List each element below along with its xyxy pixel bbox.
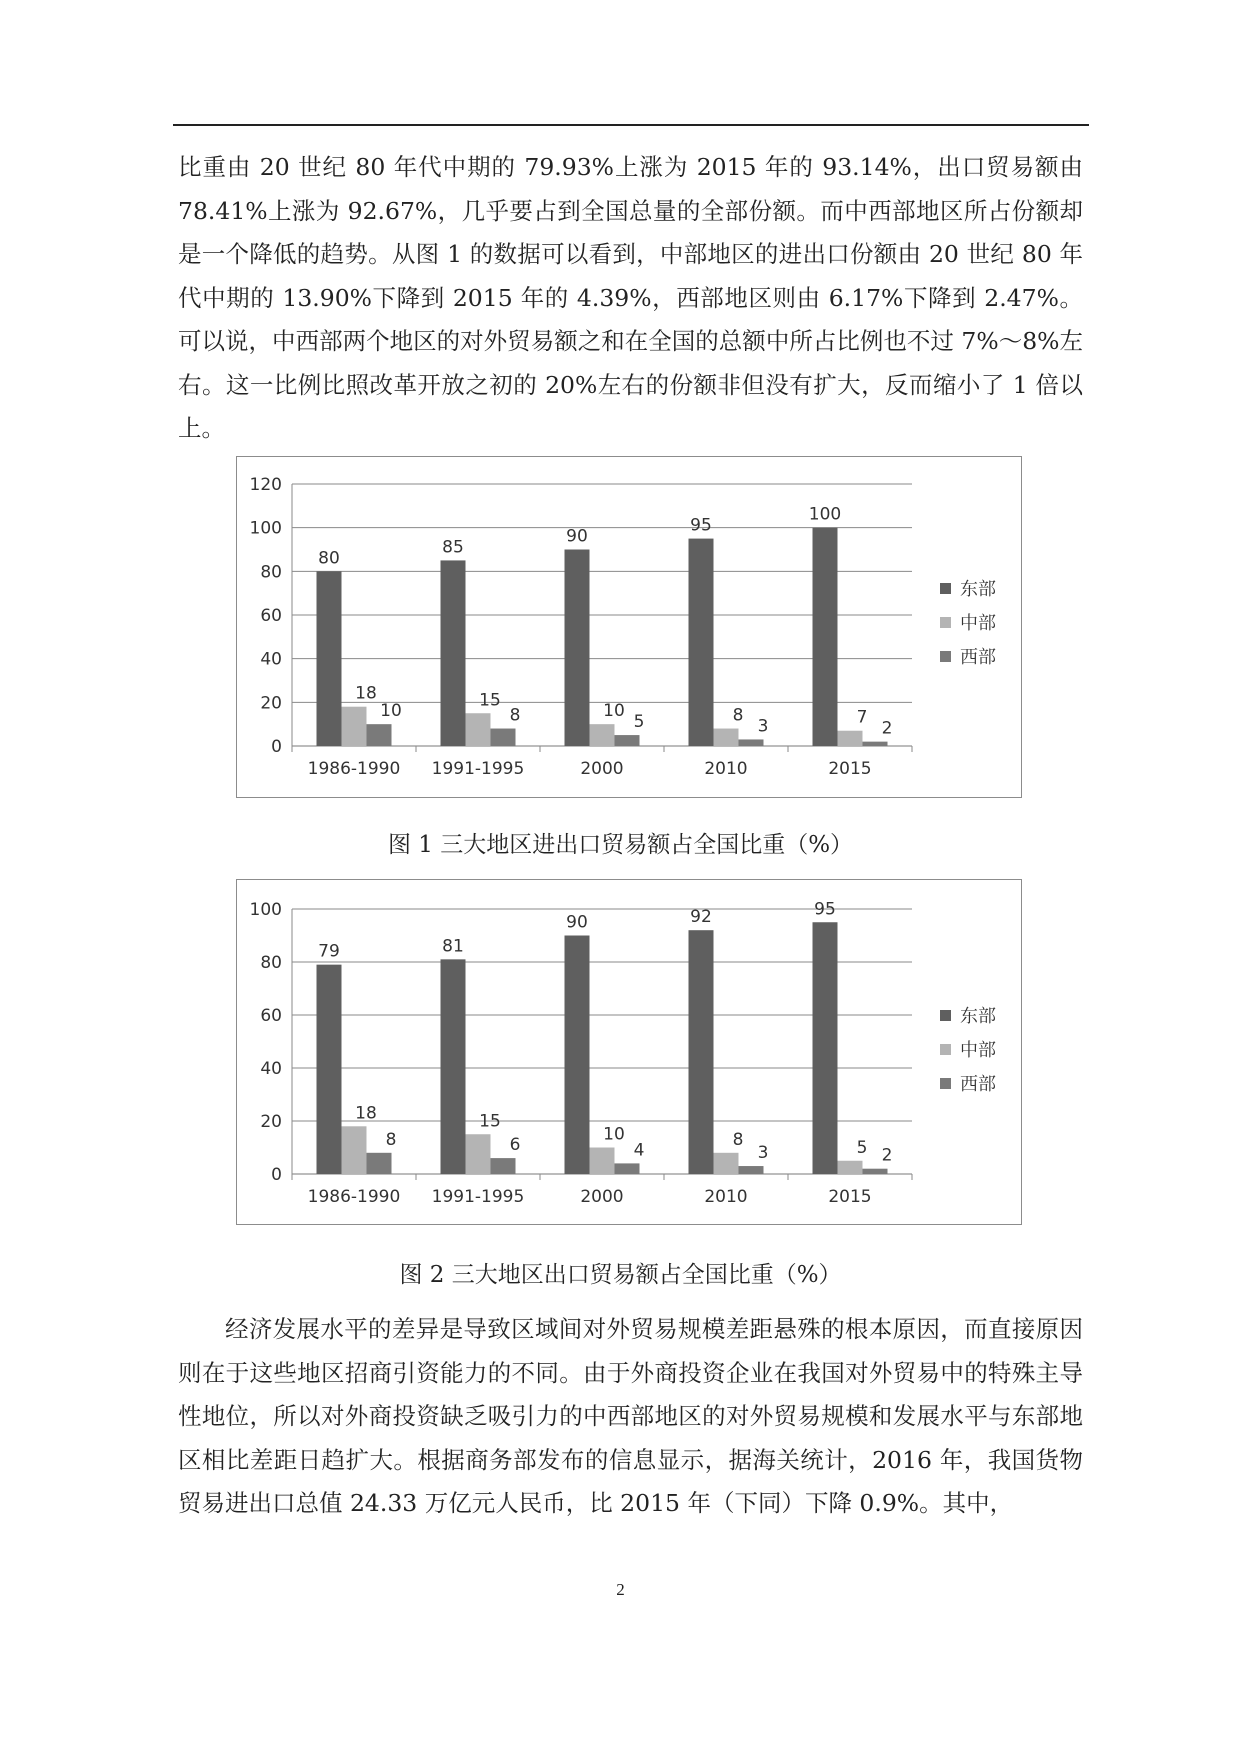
- bar: [491, 1158, 516, 1174]
- bar: [813, 528, 838, 746]
- bar: [615, 735, 640, 746]
- bar: [813, 922, 838, 1174]
- x-tick-label: 1991-1995: [431, 1187, 525, 1207]
- bar: [317, 965, 342, 1174]
- y-tick-label: 80: [260, 953, 282, 973]
- legend-label: 西部: [960, 1074, 996, 1095]
- bar: [863, 742, 888, 746]
- bar: [441, 560, 466, 746]
- bar: [739, 1166, 764, 1174]
- bar: [367, 1153, 392, 1174]
- data-label: 15: [479, 1111, 501, 1132]
- data-label: 10: [603, 701, 625, 722]
- figure-1-caption: 图 1 三大地区进出口贸易额占全国比重（%）: [387, 832, 854, 858]
- data-label: 8: [385, 1129, 397, 1150]
- data-label: 5: [856, 1137, 868, 1158]
- data-label: 18: [355, 1103, 377, 1124]
- legend-label: 中部: [960, 613, 996, 634]
- y-tick-label: 0: [271, 1165, 282, 1185]
- y-tick-label: 40: [260, 649, 282, 670]
- chart-1: [236, 456, 1022, 798]
- data-label: 90: [566, 912, 588, 933]
- bar: [590, 724, 615, 746]
- y-tick-label: 40: [260, 1059, 282, 1079]
- bar: [466, 713, 491, 746]
- bar: [863, 1169, 888, 1174]
- data-label: 92: [690, 907, 712, 928]
- y-tick-label: 80: [260, 562, 282, 583]
- bar: [590, 1148, 615, 1175]
- legend-label: 东部: [960, 579, 996, 600]
- data-label: 8: [509, 705, 521, 726]
- x-tick-label: 2000: [580, 759, 624, 779]
- data-label: 100: [808, 504, 842, 525]
- data-label: 90: [566, 526, 588, 547]
- bar: [317, 571, 342, 746]
- data-label: 4: [633, 1140, 645, 1161]
- y-tick-label: 60: [260, 1006, 282, 1026]
- bar: [615, 1163, 640, 1174]
- bar: [838, 1161, 863, 1174]
- data-label: 3: [757, 716, 769, 737]
- bar: [367, 724, 392, 746]
- bar: [714, 1153, 739, 1174]
- bar: [342, 1126, 367, 1174]
- data-label: 6: [509, 1135, 521, 1156]
- bar: [689, 930, 714, 1174]
- legend-swatch: [940, 1078, 951, 1089]
- data-label: 2: [881, 1145, 893, 1166]
- figure-2-caption: 图 2 三大地区出口贸易额占全国比重（%）: [399, 1262, 842, 1288]
- data-label: 3: [757, 1143, 769, 1164]
- data-label: 5: [633, 712, 645, 733]
- y-tick-label: 20: [260, 693, 282, 714]
- y-tick-label: 20: [260, 1112, 282, 1132]
- data-label: 95: [690, 515, 712, 536]
- bar: [565, 936, 590, 1175]
- data-label: 8: [732, 705, 744, 726]
- y-tick-label: 0: [271, 737, 282, 757]
- legend-swatch: [940, 617, 951, 628]
- legend-label: 西部: [960, 647, 996, 668]
- x-tick-label: 2015: [828, 759, 872, 779]
- data-label: 7: [856, 707, 868, 728]
- bar: [838, 731, 863, 746]
- page-number: 2: [616, 1580, 625, 1599]
- header-rule: [173, 124, 1089, 126]
- paragraph-1: 比重由 20 世纪 80 年代中期的 79.93%上涨为 2015 年的 93.14%，出口贸易额由 78.41%上涨为 92.67%，几乎要占到全国总量的全部份额。而中西部地区所占份额却是一个降低的趋势。从图 1 的数据可以看到，中部地区的进出口份额由 20 世纪 80 年代中期的 13.90%下降到 2015 年的 4.39%，西部地区则由 6.17%下降到 2.47%。可以说，中西部两个地区的对外贸易额之和在全国的总额中所占比例也不过 7%～8%左右。这一比例比照改革开放之初的 20%左右的份额非但没有扩大，反而缩小了 1 倍以上。: [178, 153, 1083, 442]
- y-tick-label: 100: [249, 900, 282, 920]
- legend-label: 中部: [960, 1040, 996, 1061]
- legend-swatch: [940, 651, 951, 662]
- data-label: 85: [442, 537, 464, 558]
- data-label: 10: [380, 701, 402, 722]
- bar: [739, 739, 764, 746]
- chart-2-svg: [236, 879, 1022, 1225]
- data-label: 10: [603, 1124, 625, 1145]
- data-label: 15: [479, 690, 501, 711]
- bar: [565, 550, 590, 747]
- data-label: 8: [732, 1129, 744, 1150]
- data-label: 95: [814, 899, 836, 920]
- bar: [466, 1134, 491, 1174]
- legend-swatch: [940, 1044, 951, 1055]
- chart-1-svg: [236, 456, 1022, 798]
- bar: [714, 729, 739, 746]
- bar: [441, 959, 466, 1174]
- x-tick-label: 2015: [828, 1187, 872, 1207]
- x-tick-label: 2000: [580, 1187, 624, 1207]
- y-tick-label: 120: [249, 475, 282, 495]
- chart-2: [236, 879, 1022, 1225]
- legend-label: 东部: [960, 1006, 996, 1027]
- y-tick-label: 100: [249, 518, 282, 539]
- legend-swatch: [940, 1010, 951, 1021]
- data-label: 80: [318, 548, 340, 569]
- data-label: 79: [318, 941, 340, 962]
- x-tick-label: 2010: [704, 1187, 748, 1207]
- x-tick-label: 2010: [704, 759, 748, 779]
- y-tick-label: 60: [260, 606, 282, 626]
- x-tick-label: 1986-1990: [307, 1187, 401, 1207]
- bar: [491, 729, 516, 746]
- x-tick-label: 1986-1990: [307, 759, 401, 779]
- data-label: 18: [355, 683, 377, 704]
- x-tick-label: 1991-1995: [431, 759, 525, 779]
- bar: [342, 707, 367, 746]
- legend-swatch: [940, 583, 951, 594]
- bar: [689, 539, 714, 746]
- data-label: 2: [881, 718, 893, 739]
- paragraph-2: 经济发展水平的差异是导致区域间对外贸易规模差距悬殊的根本原因，而直接原因则在于这些地区招商引资能力的不同。由于外商投资企业在我国对外贸易中的特殊主导性地位，所以对外商投资缺乏吸引力的中西部地区的对外贸易规模和发展水平与东部地区相比差距日趋扩大。根据商务部发布的信息显示，据海关统计，2016 年，我国货物贸易进出口总值 24.33 万亿元人民币，比 2015 年（下同）下降 0.9%。其中，: [178, 1315, 1083, 1517]
- data-label: 81: [442, 936, 464, 957]
